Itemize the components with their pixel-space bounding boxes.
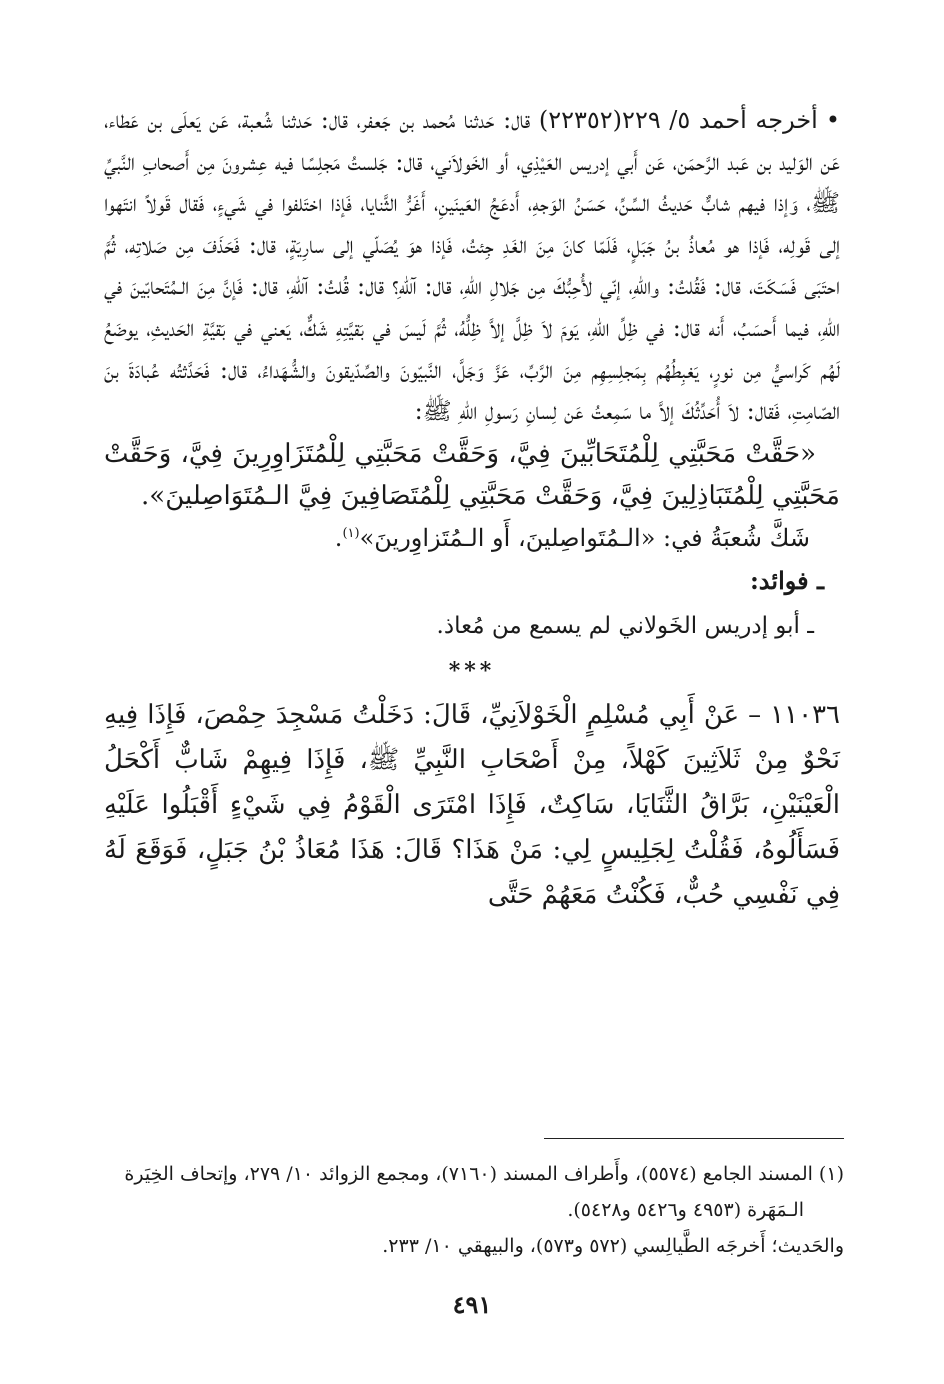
first-paragraph — [104, 100, 840, 433]
first-paragraph-text: أخرجه أحمد ٥/ ٢٢٩(٢٢٣٥٢) قال: حَدثنا مُحمد بن جَعفر، قال: حَدثنا شُعبة، عَن يَعلَى بن عَطاء، عَن الوَليد بن عَبد الرَّحمَن، عَن أَبي إدريس العَيْذِي، أو الخَولاَني، قال: جَلستُ مَجلِسًا فيه عِشرونَ مِن أَصحابِ النَّبيِّ ﷺ، وَإذا فيهم شابٌّ حَديثُ السِّنِّ، حَسَنُ الوَجهِ، أَدعَجُ العَينَينِ، أَغَرُّ الثَّنايا، فَإذا اختَلفوا في شَيءٍ، فَقال قَولاً انتَهوا إلى قَولِه، فَإذا هو مُعاذُ بنُ جَبَلٍ، فَلَمّا كانَ مِنَ الغَدِ جِئتُ، فَإذا هوَ يُصَلّي إلى سارِيَةٍ، قال: فَحَذَفَ مِن صَلاتِه، ثُمَّ احتَبَى فَسَكَتَ، قال: فَقُلتُ: واللهِ، إنّي لأُحِبُّكَ مِن جَلالِ اللهِ، قال: آللهِ؟ قال: قُلتُ: آللهِ، قال: فَإنَّ مِنَ الـمُتَحابّينَ في اللهِ، فيما أَحسَبُ، أَنه قال: في ظِلِّ اللهِ، يَومَ لاَ ظِلَّ إلاَّ ظِلُّهُ، ثُمَّ لَيسَ في بَقيَّتِهِ شَكٌّ، يَعني في بَقيَّةِ الحَديثِ، يوضَعُ لَهُم كَراسيُّ مِن نورٍ، يَغبِطُهُم بِمَجلِسِهِم مِنَ الرَّبِّ، عَزَّ وَجَلَّ، النَّبيّونَ والصِّدّيقونَ والشُّهَداءُ، قال: فَحَدَّثتُه عُبادَةَ بنَ الصّامِتِ، فَقال: لاَ أُحَدِّثُكَ إلاَّ ما سَمِعتُ عَن لِسانِ رَسولِ اللهِ ﷺ: — [104, 106, 840, 426]
hadith-11036: ١١٠٣٦ – عَنْ أَبِي مُسْلِمٍ الْخَوْلاَنِيِّ، قَالَ: دَخَلْتُ مَسْجِدَ حِمْصَ، فَإِذَا فِيهِ نَحْوٌ مِنْ ثَلاَثِينَ كَهْلاً، مِنْ أَصْحَابِ النَّبِيِّ ﷺ، فَإِذَا فِيهِمْ شَابٌّ أَكْحَلُ الْعَيْنَيْنِ، بَرَّاقُ الثَّنَايَا، سَاكِتٌ، فَإِذَا امْتَرَى الْقَوْمُ فِي شَيْءٍ أَقْبَلُوا عَلَيْهِ فَسَأَلُوهُ، فَقُلْتُ لِجَلِيسٍ لِي: مَنْ هَذَا؟ قَالَ: هَذَا مُعَاذُ بْنُ جَبَلٍ، فَوَقَعَ لَهُ فِي نَفْسِي حُبٌّ، فَكُنْتُ مَعَهُمْ حَتَّى — [104, 699, 840, 910]
doubt-note-text: شَكَّ شُعبَةُ في: «الـمُتَواصِلينَ، أَو الـمُتَزاوِرينَ» — [359, 523, 810, 552]
footnote-1-line-3: والحَديث؛ أَخرجَه الطَّيالِسي (٥٧٢ و٥٧٣)، والبيهقي ١٠/ ٢٣٣. — [382, 1235, 844, 1257]
doubt-note — [104, 517, 840, 559]
main-text — [104, 100, 840, 433]
benefit-item: ـ أبو إدريس الخَولاني لم يسمع من مُعاذ. — [436, 612, 814, 639]
footnotes — [104, 1156, 844, 1264]
footnote-divider — [544, 1138, 844, 1139]
doubt-note-end: . — [334, 523, 343, 552]
footnote-1-line-2: الـمَهَرة (٤٩٥٣ و٥٤٢٦ و٥٤٢٨). — [567, 1199, 804, 1221]
page-number: ٤٩١ — [452, 1290, 492, 1319]
page-body — [104, 100, 840, 918]
bullet-marker: • — [825, 106, 841, 134]
footnote-ref[interactable]: (١) — [342, 525, 360, 541]
footnote-1-line-1: (١) المسند الجامع (٥٥٧٤)، وأَطراف المسند (٧١٦٠)، ومجمع الزوائد ١٠/ ٢٧٩، وإتحاف الخِيَرة — [124, 1163, 844, 1185]
benefits-heading: ـ فوائد: — [749, 565, 824, 595]
prophetic-quote: «حَقَّتْ مَحَبَّتِي لِلْمُتَحَابِّينَ فِيَّ، وَحَقَّتْ مَحَبَّتِي لِلْمُتَزَاوِرِينَ فِيَّ، وَحَقَّتْ مَحَبَّتِي لِلْمُتَبَاذِلِينَ فِيَّ، وَحَقَّتْ مَحَبَّتِي لِلْمُتَصَافِينَ فِيَّ الـمُتَوَاصِلينَ». — [104, 438, 840, 511]
section-separator: *** — [448, 657, 496, 684]
